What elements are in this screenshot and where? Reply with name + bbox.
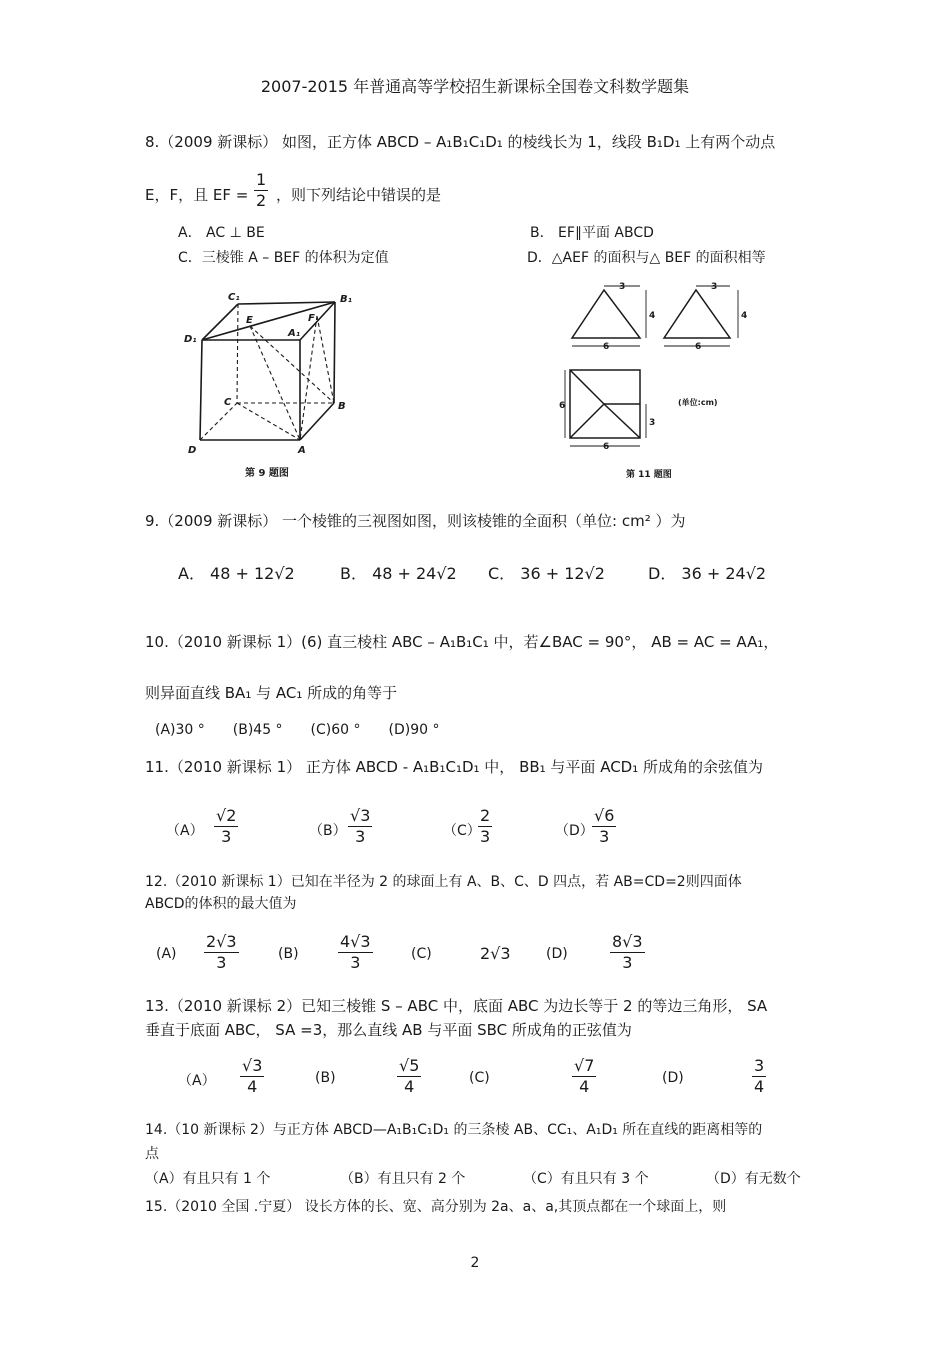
q8-option-a: A． AC ⊥ BE (178, 225, 265, 241)
q8-frac-den: 2 (256, 191, 267, 210)
figure-11-three-views (560, 280, 750, 485)
q14-stem-2: 点 (145, 1146, 159, 1162)
fig11-unit: (单位:cm) (678, 398, 718, 407)
q11-label-c: （C） (443, 823, 481, 839)
q13-frac-c: $\frac{√7}{4}$ (574, 1056, 595, 1096)
q10-options: (A)30 ° (B)45 ° (C)60 ° (D)90 ° (155, 722, 440, 738)
q14-option-b: （B）有且只有 2 个 (340, 1171, 466, 1187)
fig11-dim-right: 3 (649, 418, 656, 428)
q14-option-d: （D）有无数个 (706, 1171, 801, 1187)
q8-frac-num: 1 (256, 170, 267, 189)
fig9-label-c1: C₁ (228, 292, 240, 303)
q8-option-c: C．三棱锥 A – BEF 的体积为定值 (178, 250, 389, 266)
fig11-caption: 第 11 题图 (626, 470, 672, 480)
q13-frac-d: $\frac{3}{4}$ (754, 1056, 765, 1096)
q9-option-d: D． 36 + 24√2 (648, 564, 767, 583)
q12-frac-a: $\frac{2√3}{3}$ (206, 932, 237, 972)
fig9-label-a1: A₁ (288, 328, 301, 339)
q13-stem-2: 垂直于底面 ABC， SA =3，那么直线 AB 与平面 SBC 所成角的正弦值为 (145, 1021, 632, 1039)
q11-frac-b: $\frac{√3}{3}$ (350, 806, 371, 846)
q12-stem-2: ABCD的体积的最大值为 (145, 896, 297, 912)
q11-frac-d: $\frac{√6}{3}$ (594, 806, 615, 846)
q13-stem: 13.（2010 新课标 2）已知三棱锥 S – ABC 中，底面 ABC 为边长等于 2 的等边三角形， SA (145, 997, 768, 1015)
fig9-label-b: B (338, 401, 346, 412)
q8-fraction (254, 170, 268, 211)
q11-label-a: （A） (166, 823, 204, 839)
q9-stem: 9.（2009 新课标） 一个棱锥的三视图如图，则该棱锥的全面积（单位: cm² ）为 (145, 512, 686, 530)
q13-label-c: (C) (469, 1070, 490, 1086)
fig9-label-d: D (188, 445, 197, 456)
fig11-dim-side-b: 4 (741, 311, 748, 321)
q13-frac-b: $\frac{√5}{4}$ (399, 1056, 420, 1096)
q8-stem-line2a: E，F，且 EF = (145, 186, 249, 204)
q9-option-a: A． 48 + 12√2 (178, 564, 295, 583)
fig9-label-c: C (224, 397, 232, 408)
fig11-dim-base-b: 6 (695, 342, 702, 352)
q9-option-c: C． 36 + 12√2 (488, 564, 605, 583)
q11-stem: 11.（2010 新课标 1） 正方体 ABCD - A₁B₁C₁D₁ 中， BB₁ 与平面 ACD₁ 所成角的余弦值为 (145, 758, 764, 776)
q11-frac-a: $\frac{√2}{3}$ (216, 806, 237, 846)
fig9-label-b1: B₁ (340, 294, 353, 305)
q12-label-b: (B) (278, 946, 299, 962)
fig11-dim-left: 6 (559, 401, 566, 411)
q12-label-c: (C) (411, 946, 432, 962)
q13-label-a: （A） (178, 1073, 216, 1089)
q9-option-b: B． 48 + 24√2 (340, 564, 457, 583)
q15-stem: 15.（2010 全国 .宁夏） 设长方体的长、宽、高分别为 2a、a、a,其顶点都在一个球面上，则 (145, 1199, 727, 1215)
fig11-dim-top-b: 3 (711, 282, 718, 292)
q8-option-b: B． EF∥平面 ABCD (530, 225, 654, 241)
q12-label-a: (A) (156, 946, 177, 962)
page-header: 2007-2015 年普通高等学校招生新课标全国卷文科数学题集 (260, 77, 690, 96)
q10-stem: 10.（2010 新课标 1）(6) 直三棱柱 ABC – A₁B₁C₁ 中，若∠BAC = 90°， AB = AC = AA₁， (145, 633, 779, 651)
q13-frac-a: $\frac{√3}{4}$ (242, 1056, 263, 1096)
q14-option-a: （A）有且只有 1 个 (145, 1171, 271, 1187)
fig9-caption: 第 9 题图 (245, 468, 289, 479)
fig11-dim-top-a: 3 (619, 282, 626, 292)
q10-stem-2: 则异面直线 BA₁ 与 AC₁ 所成的角等于 (145, 684, 398, 702)
fig11-dim-base-c: 6 (603, 442, 610, 452)
q12-frac-d: $\frac{8√3}{3}$ (612, 932, 643, 972)
q11-label-d: （D） (555, 823, 594, 839)
q14-stem: 14.（10 新课标 2）与正方体 ABCD—A₁B₁C₁D₁ 的三条棱 AB、CC₁、A₁D₁ 所在直线的距离相等的 (145, 1122, 763, 1138)
fig9-label-d1: D₁ (184, 334, 197, 345)
q13-label-d: (D) (662, 1070, 684, 1086)
q8-stem-line2b: ，则下列结论中错误的是 (276, 186, 442, 204)
fig11-dim-base-a: 6 (603, 342, 610, 352)
q12-value-c: 2√3 (480, 944, 511, 963)
figure-9-cube (180, 288, 370, 483)
q11-label-b: （B） (309, 823, 347, 839)
q11-frac-c: $\frac{2}{3}$ (480, 806, 491, 846)
fig9-label-e: E (246, 315, 253, 326)
q12-label-d: (D) (546, 946, 568, 962)
fig9-label-a: A (298, 445, 306, 456)
fig11-dim-side-a: 4 (649, 311, 656, 321)
q13-label-b: (B) (315, 1070, 336, 1086)
q8-stem-line1: 8.（2009 新课标） 如图，正方体 ABCD – A₁B₁C₁D₁ 的棱线长为 1，线段 B₁D₁ 上有两个动点 (145, 133, 776, 151)
q12-frac-b: $\frac{4√3}{3}$ (340, 932, 371, 972)
fig9-label-f: F (308, 313, 315, 324)
q8-option-d: D．△AEF 的面积与△ BEF 的面积相等 (527, 250, 766, 266)
page-number: 2 (470, 1255, 480, 1271)
q12-stem: 12.（2010 新课标 1）已知在半径为 2 的球面上有 A、B、C、D 四点，若 AB=CD=2则四面体 (145, 874, 742, 890)
q14-option-c: （C）有且只有 3 个 (523, 1171, 649, 1187)
